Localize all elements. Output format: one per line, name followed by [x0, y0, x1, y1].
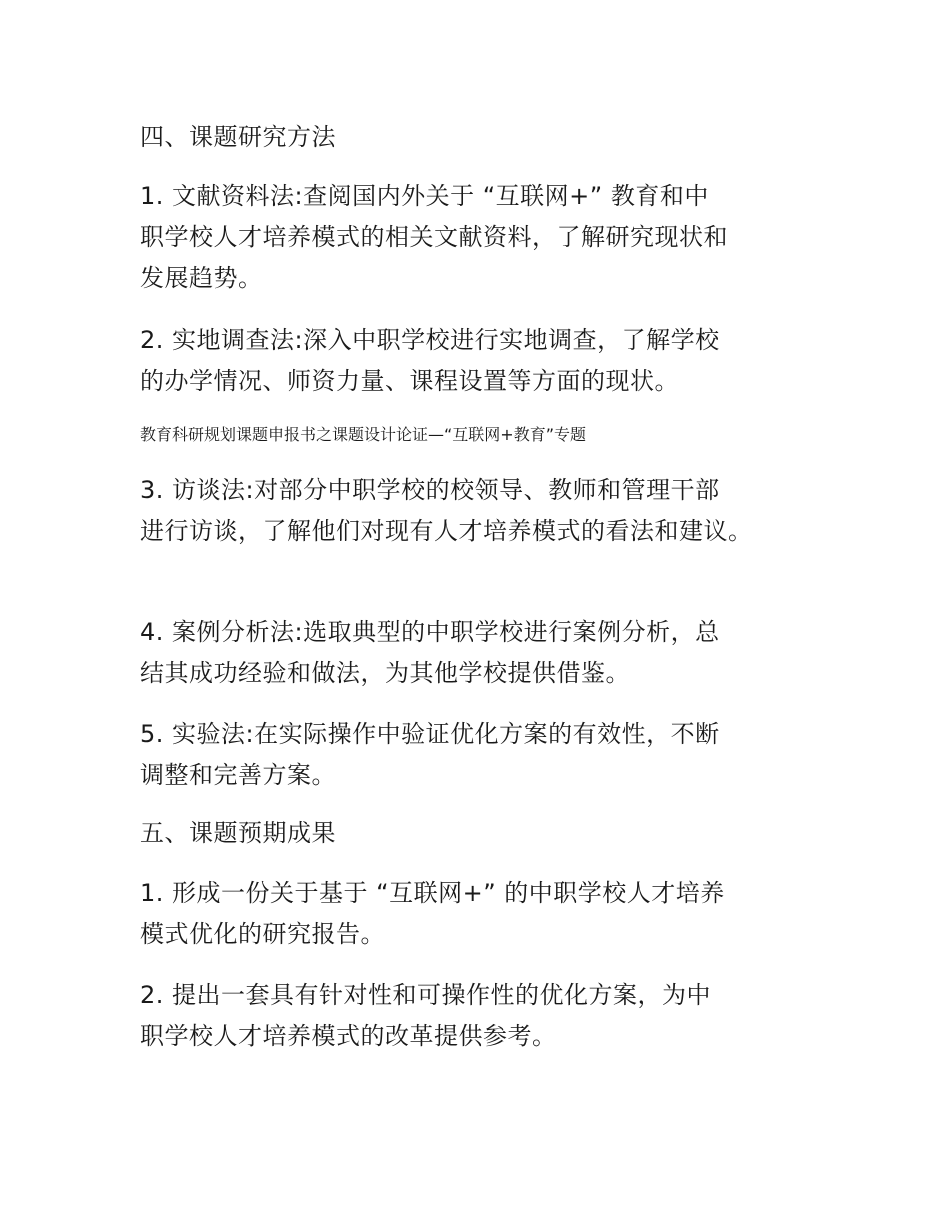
outcome-report: [140, 873, 840, 955]
method-case-study: [140, 612, 840, 694]
text-line: 调整和完善方案。: [140, 761, 336, 789]
method-interview: [140, 470, 840, 552]
text-line: 进行访谈，了解他们对现有人才培养模式的看法和建议。: [140, 517, 753, 545]
text-line: 职学校人才培养模式的相关文献资料，了解研究现状和: [140, 223, 728, 251]
text-line: 的办学情况、师资力量、课程设置等方面的现状。: [140, 367, 679, 395]
text-line: 1. 形成一份关于基于 “互联网+” 的中职学校人才培养: [140, 879, 725, 907]
text-line: 结其成功经验和做法，为其他学校提供借鉴。: [140, 659, 630, 687]
running-header: 教育科研规划课题申报书之课题设计论证—“互联网+教育”专题: [140, 425, 586, 444]
text-line: 1. 文献资料法:查阅国内外关于 “互联网+” 教育和中: [140, 182, 709, 210]
method-experiment: [140, 714, 840, 796]
text-line: 2. 提出一套具有针对性和可操作性的优化方案，为中: [140, 981, 712, 1009]
document-page: [140, 0, 830, 1230]
method-literature: [140, 176, 840, 299]
text-line: 发展趋势。: [140, 264, 263, 292]
text-line: 4. 案例分析法:选取典型的中职学校进行案例分析，总: [140, 618, 720, 646]
section-5-heading: 五、课题预期成果: [140, 819, 336, 847]
text-line: 模式优化的研究报告。: [140, 920, 385, 948]
text-line: 3. 访谈法:对部分中职学校的校领导、教师和管理干部: [140, 476, 720, 504]
section-4-heading: 四、课题研究方法: [140, 123, 336, 151]
text-line: 5. 实验法:在实际操作中验证优化方案的有效性，不断: [140, 720, 720, 748]
outcome-plan: [140, 975, 840, 1057]
text-line: 2. 实地调查法:深入中职学校进行实地调查，了解学校: [140, 326, 720, 354]
text-line: 职学校人才培养模式的改革提供参考。: [140, 1022, 557, 1050]
method-field-survey: [140, 320, 840, 402]
